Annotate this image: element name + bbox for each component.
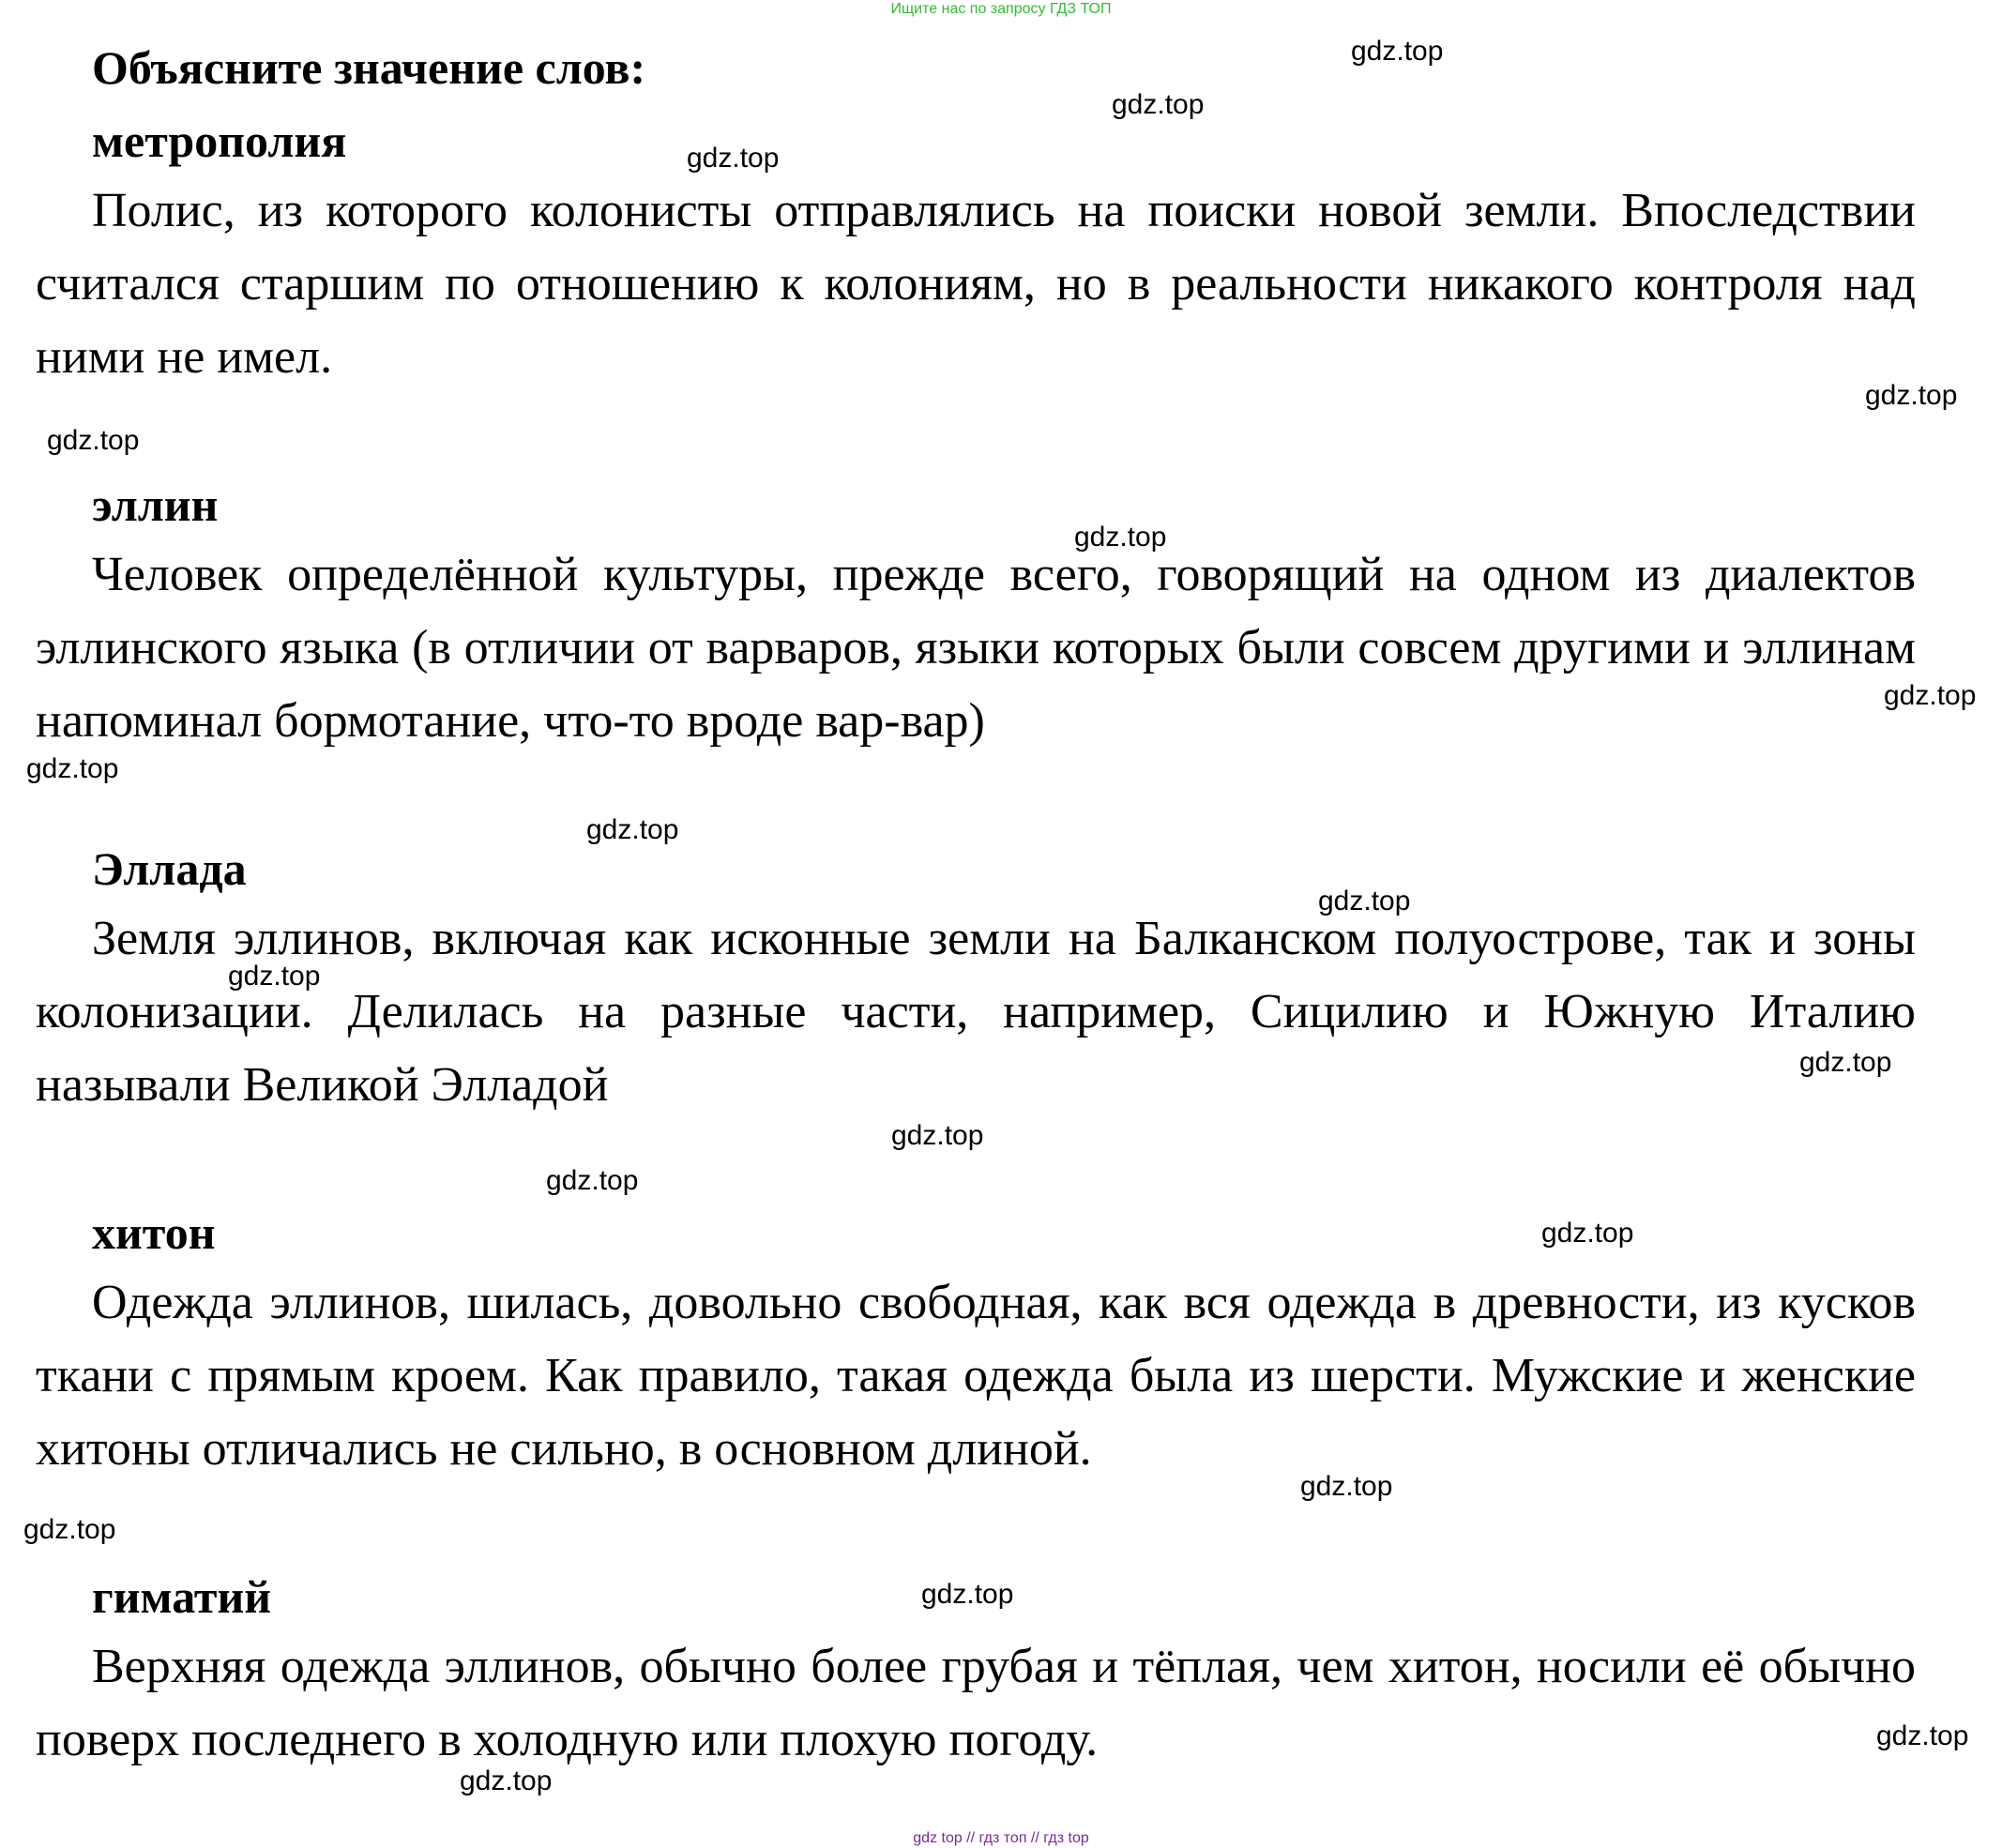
watermark: gdz.top — [1799, 1047, 1892, 1078]
watermark: gdz.top — [1865, 380, 1958, 411]
term-heading: Эллада — [92, 842, 247, 895]
watermark: gdz.top — [891, 1120, 984, 1151]
watermark: gdz.top — [460, 1765, 553, 1796]
watermark: gdz.top — [921, 1579, 1014, 1610]
watermark: gdz.top — [687, 143, 780, 174]
watermark: gdz.top — [1884, 680, 1977, 711]
term-definition: Человек определённой культуры, прежде всего, говорящий на одном из диалектов эллинского языка (в отличии от варваров, языки которых были совсем другими и эллинам напоминал бормотание, что-то вроде вар-вар) — [36, 548, 1916, 748]
watermark: gdz.top — [586, 814, 679, 845]
page-title: Объясните значение слов: — [92, 41, 646, 94]
term-definition: Верхняя одежда эллинов, обычно более грубая и тёплая, чем хитон, носили её обычно поверх последнего в холодную или плохую погоду. — [36, 1640, 1916, 1766]
term-definition: Одежда эллинов, шилась, довольно свободная, как вся одежда в древности, из кусков ткани с прямым кроем. Как правило, такая одежда была из шерсти. Мужские и женские хитоны отличались не сильно, в основном длиной. — [36, 1276, 1916, 1476]
watermark: gdz.top — [1351, 36, 1444, 67]
watermark: gdz.top — [1318, 886, 1411, 916]
watermark: gdz.top — [26, 753, 119, 784]
term-heading: метрополия — [92, 114, 347, 167]
watermark: gdz.top — [1541, 1218, 1634, 1249]
term-heading: хитон — [92, 1206, 216, 1259]
term-definition: Земля эллинов, включая как исконные земли на Балканском полуострове, так и зоны колонизации. Делилась на разные части, например, Сицилию и Южную Италию называли Великой Элладой — [36, 912, 1916, 1112]
top-banner: Ищите нас по запросу ГДЗ ТОП — [890, 1, 1112, 17]
watermark: gdz.top — [23, 1514, 116, 1545]
bottom-banner: gdz top // гдз топ // гдз top — [913, 1830, 1089, 1846]
watermark: gdz.top — [47, 425, 140, 456]
term-definition: Полис, из которого колонисты отправлялись на поиски новой земли. Впоследствии считался старшим по отношению к колониям, но в реальности никакого контроля над ними не имел. — [36, 184, 1916, 384]
watermark: gdz.top — [228, 961, 321, 992]
watermark: gdz.top — [1112, 89, 1205, 120]
watermark: gdz.top — [1300, 1471, 1393, 1502]
term-heading: эллин — [92, 478, 219, 531]
term-heading: гиматий — [92, 1570, 272, 1623]
watermark: gdz.top — [1876, 1720, 1969, 1751]
watermark: gdz.top — [546, 1165, 639, 1196]
watermark: gdz.top — [1074, 522, 1167, 553]
